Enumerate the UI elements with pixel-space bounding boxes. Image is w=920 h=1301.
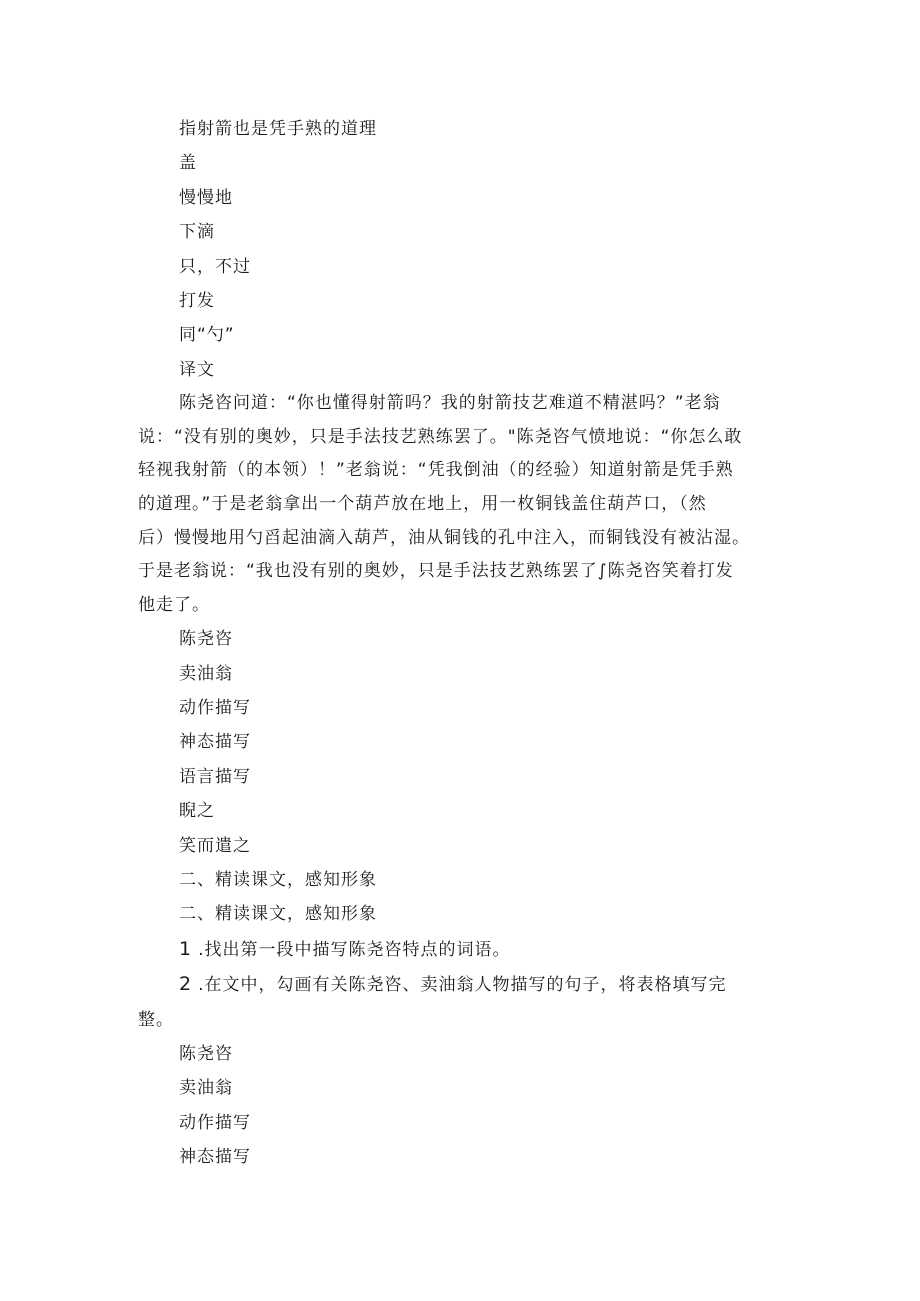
gloss-line: 指射箭也是凭手熟的道理 bbox=[179, 119, 377, 139]
table-cell-label: 陈尧咨 bbox=[179, 1044, 233, 1065]
translation-row: 说：“没有别的奥妙，只是手法技艺熟练罢了。"陈尧咨气愤地说：“你怎么敢 bbox=[138, 426, 743, 447]
section-label-translation: 译文 bbox=[179, 359, 215, 380]
table-cell-label: 语言描写 bbox=[179, 766, 251, 787]
gloss-list-top bbox=[138, 112, 784, 387]
question-item bbox=[138, 967, 784, 1002]
table-labels-bottom bbox=[138, 1037, 784, 1175]
question-item bbox=[138, 932, 784, 967]
table-labels-mid bbox=[138, 622, 784, 932]
gloss-line: 慢慢地 bbox=[179, 187, 233, 208]
table-cell-label: 卖油翁 bbox=[179, 1078, 233, 1099]
table-cell-label: 神态描写 bbox=[179, 732, 251, 753]
translation-paragraph bbox=[138, 387, 784, 622]
document-page bbox=[138, 112, 784, 1175]
gloss-line: 打发 bbox=[179, 290, 215, 311]
translation-row: 他走了。 bbox=[138, 594, 210, 615]
translation-row: 轻视我射箭（的本领）！”老翁说：“凭我倒油（的经验）知道射箭是凭手熟 bbox=[138, 460, 734, 481]
table-cell-label: 笑而遣之 bbox=[179, 835, 251, 856]
gloss-line: 下滴 bbox=[179, 222, 215, 243]
question-continuation: 整。 bbox=[138, 1009, 174, 1030]
question-text: .找出第一段中描写陈尧咨特点的词语。 bbox=[198, 939, 511, 960]
translation-row: 的道理。”于是老翁拿出一个葫芦放在地上，用一枚铜钱盖住葫芦口，（然 bbox=[138, 493, 707, 514]
section-heading: 二、精读课文，感知形象 bbox=[179, 870, 377, 891]
section-heading: 二、精读课文，感知形象 bbox=[179, 904, 377, 925]
question-list bbox=[138, 932, 784, 1037]
translation-row: 后）慢慢地用勺舀起油滴入葫芦，油从铜钱的孔中注入，而铜钱没有被沾湿。 bbox=[138, 527, 750, 548]
table-cell-label: 动作描写 bbox=[179, 698, 251, 719]
gloss-line: 盖 bbox=[179, 153, 197, 174]
gloss-line: 同“勺” bbox=[179, 325, 235, 346]
table-cell-label: 睨之 bbox=[179, 801, 215, 822]
gloss-line: 只，不过 bbox=[179, 256, 251, 277]
table-cell-label: 神态描写 bbox=[179, 1147, 251, 1168]
table-cell-label: 卖油翁 bbox=[179, 663, 233, 684]
table-cell-label: 陈尧咨 bbox=[179, 629, 233, 650]
translation-row: 于是老翁说：“我也没有别的奥妙，只是手法技艺熟练罢了∫陈尧咨笑着打发 bbox=[138, 561, 734, 582]
question-number: 1 bbox=[179, 937, 193, 960]
question-number: 2 bbox=[179, 973, 193, 996]
translation-row: 陈尧咨问道：“你也懂得射箭吗？我的射箭技艺难道不精湛吗？”老翁 bbox=[179, 393, 721, 414]
question-text: .在文中，勾画有关陈尧咨、卖油翁人物描写的句子，将表格填写完 bbox=[198, 975, 727, 996]
table-cell-label: 动作描写 bbox=[179, 1112, 251, 1133]
